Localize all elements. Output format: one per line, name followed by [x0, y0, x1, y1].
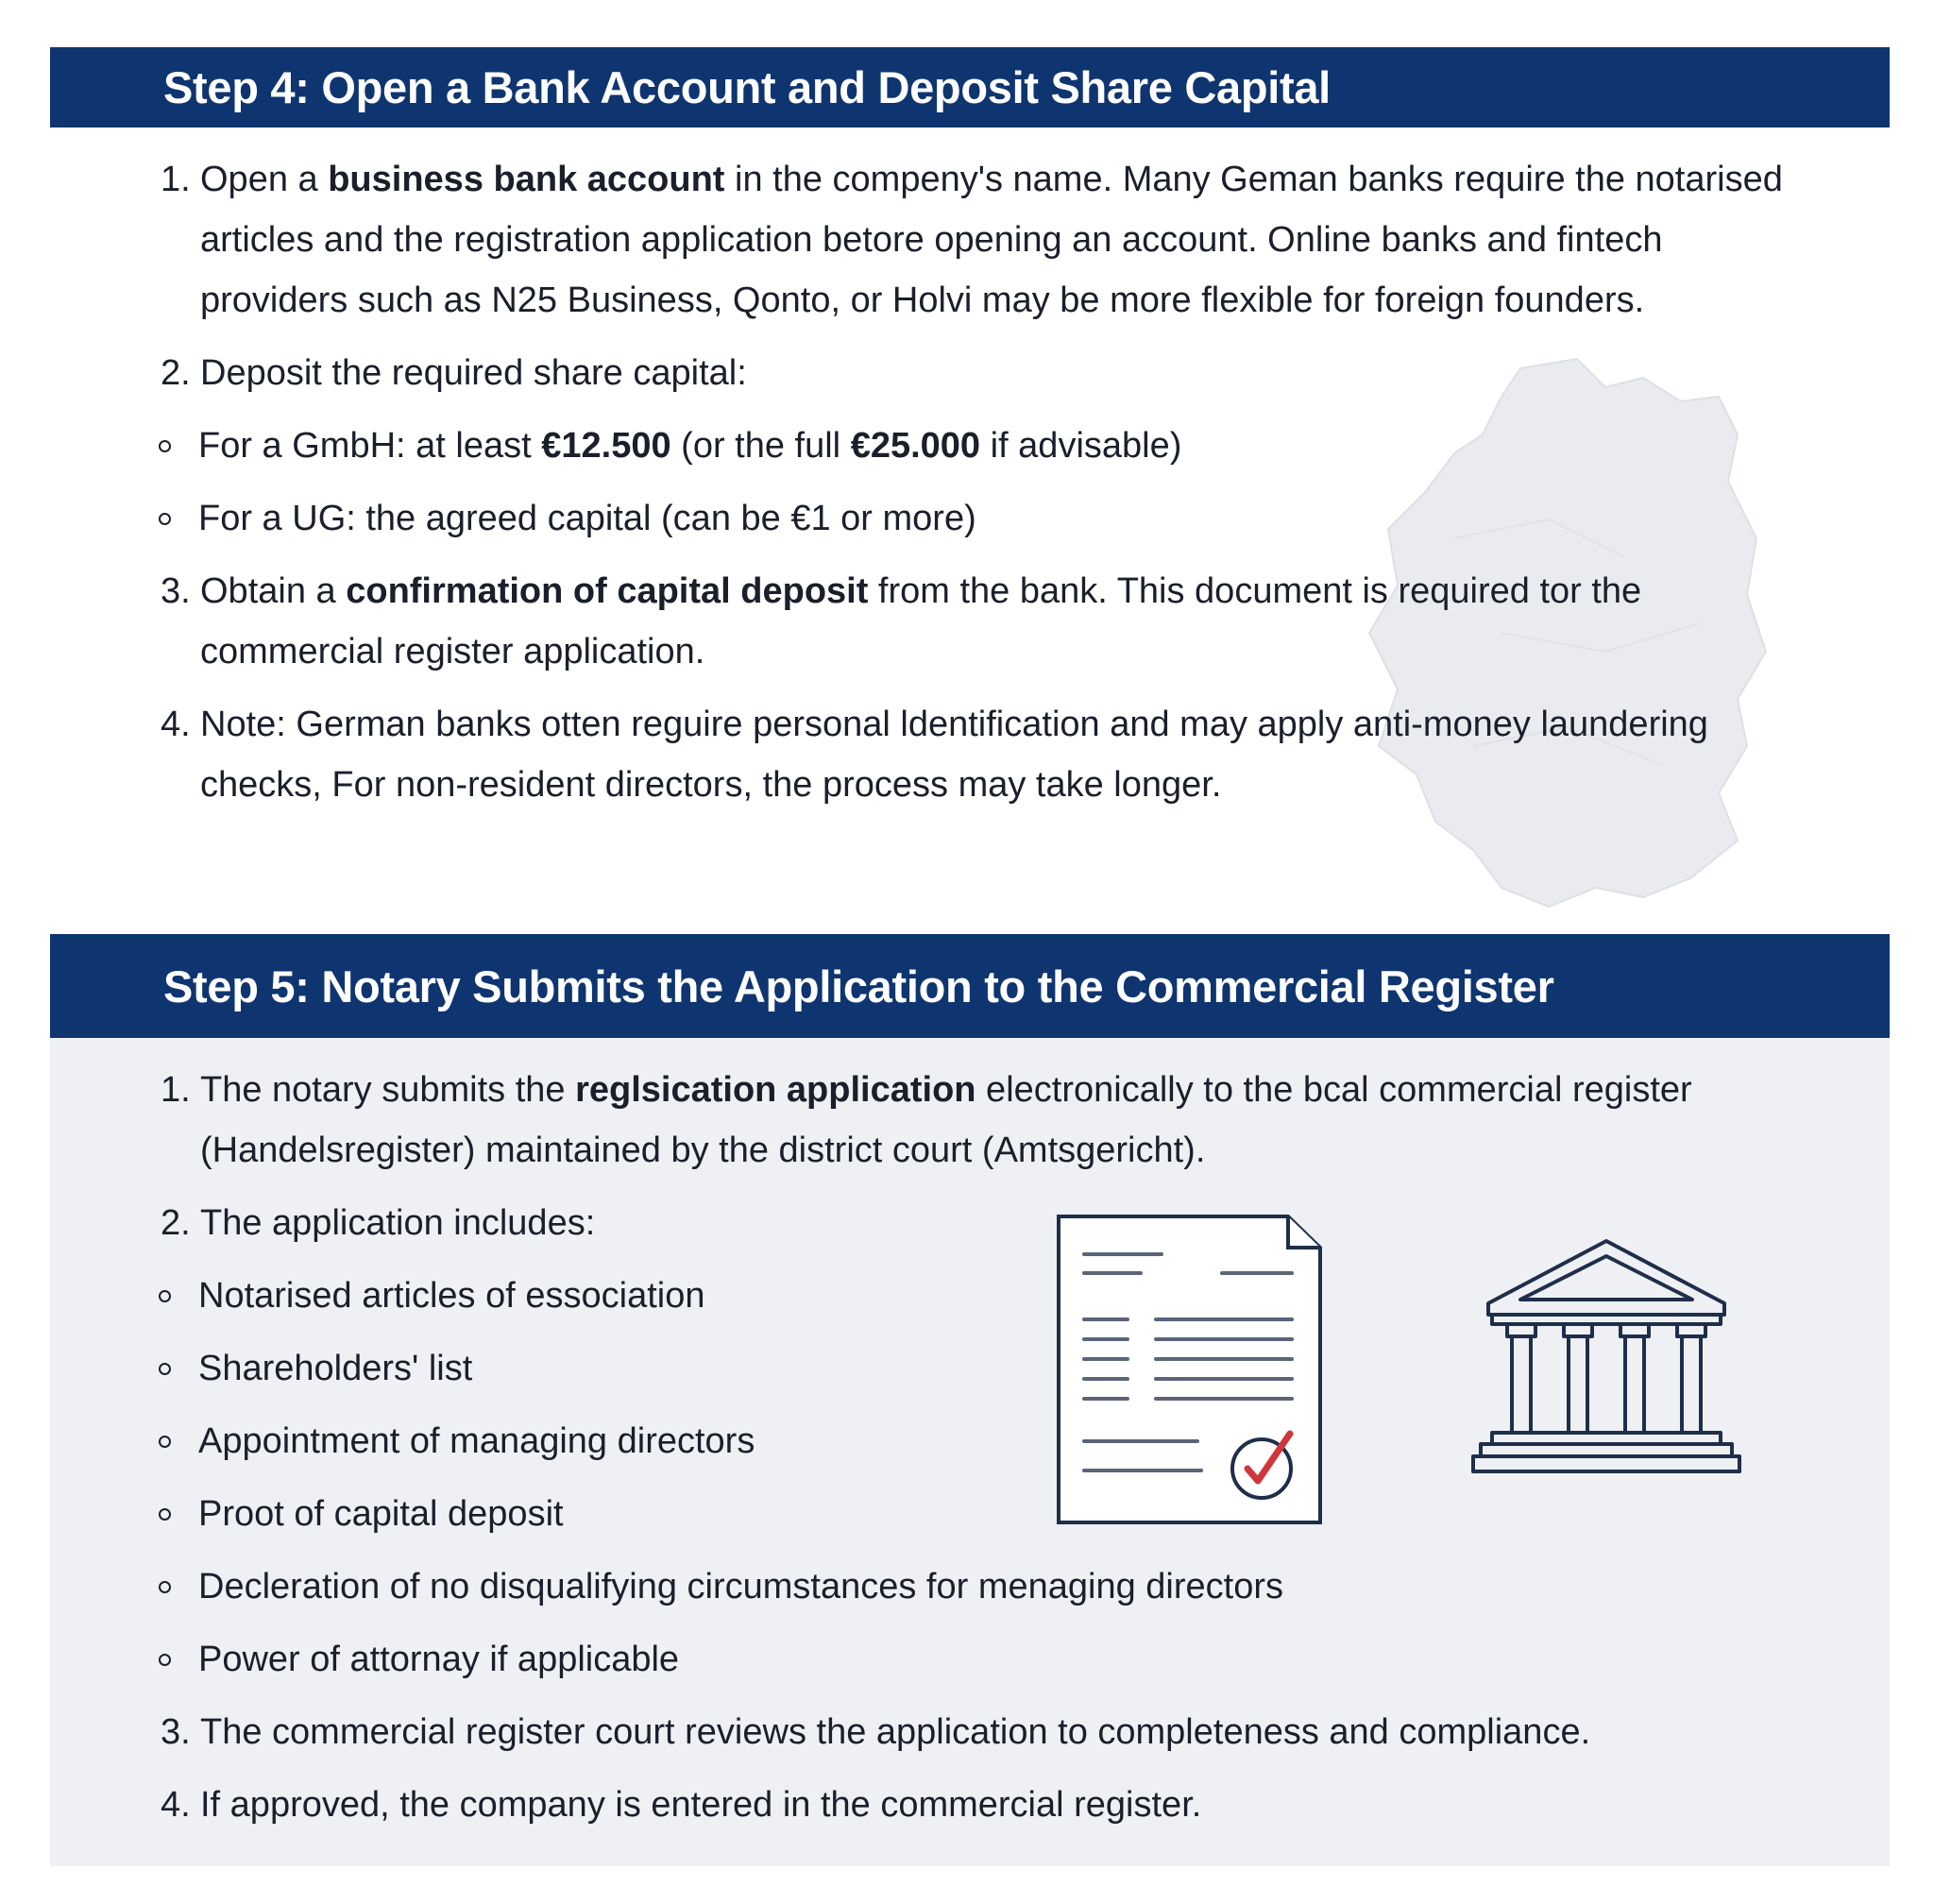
step4-heading-bar	[50, 47, 1890, 128]
list-item: For a UG: the agreed capital (can be €1 or more)	[121, 488, 1785, 549]
step5-item-1: 1. The notary submits the reglsication application electronically to the bcal commercial register (Handelsregister) maintained by the district court (Amtsgericht).	[161, 1070, 1692, 1170]
step5-item-4: 4. If approved, the company is entered in the commercial register.	[161, 1785, 1202, 1825]
step4-heading: Step 4: Open a Bank Account and Deposit Share Capital	[163, 62, 1331, 112]
step5-item-3: 3. The commercial register court reviews the application to completeness and compliance.	[161, 1712, 1591, 1752]
list-item: For a GmbH: at least €12.500 (or the full €25.000 if advisable)	[121, 416, 1785, 476]
step5-heading-bar	[50, 934, 1890, 1038]
document-check-icon	[1056, 1214, 1325, 1525]
list-item: Shareholders' list	[121, 1338, 1785, 1399]
step5-item-2: 2. The application includes:	[161, 1203, 596, 1243]
step5-heading: Step 5: Notary Submits the Application to the Commercial Register	[163, 960, 1554, 1012]
courthouse-icon	[1469, 1235, 1743, 1481]
step4-item-4: 4. Note: German banks otten reguire personal ldentification and may apply anti-money laundering checks, For non-resident directors, the process may take longer.	[161, 705, 1708, 805]
step4-item-2: 2. Deposit the required share capital:	[161, 353, 747, 393]
list-item: Proot of capital deposit	[121, 1484, 1785, 1544]
list-item: Appointment of managing directors	[121, 1411, 1785, 1471]
step4-body	[161, 149, 1785, 827]
list-item: Power of attornay if applicable	[121, 1629, 1785, 1690]
step4-item-1: 1. Open a business bank account in the compeny's name. Many Geman banks require the notarised articles and the registration application betore opening an account. Online banks and fintech providers such as N25 Business, Qonto, or Holvi may be more flexible for foreign founders.	[161, 160, 1783, 320]
step4-item-3: 3. Obtain a confirmation of capital deposit from the bank. This document is required tor the commercial register application.	[161, 571, 1642, 672]
list-item: Decleration of no disqualifying circumstances for menaging directors	[121, 1556, 1785, 1617]
step4-capital-list	[121, 416, 1785, 549]
list-item: Notarised articles of essociation	[121, 1266, 1785, 1326]
